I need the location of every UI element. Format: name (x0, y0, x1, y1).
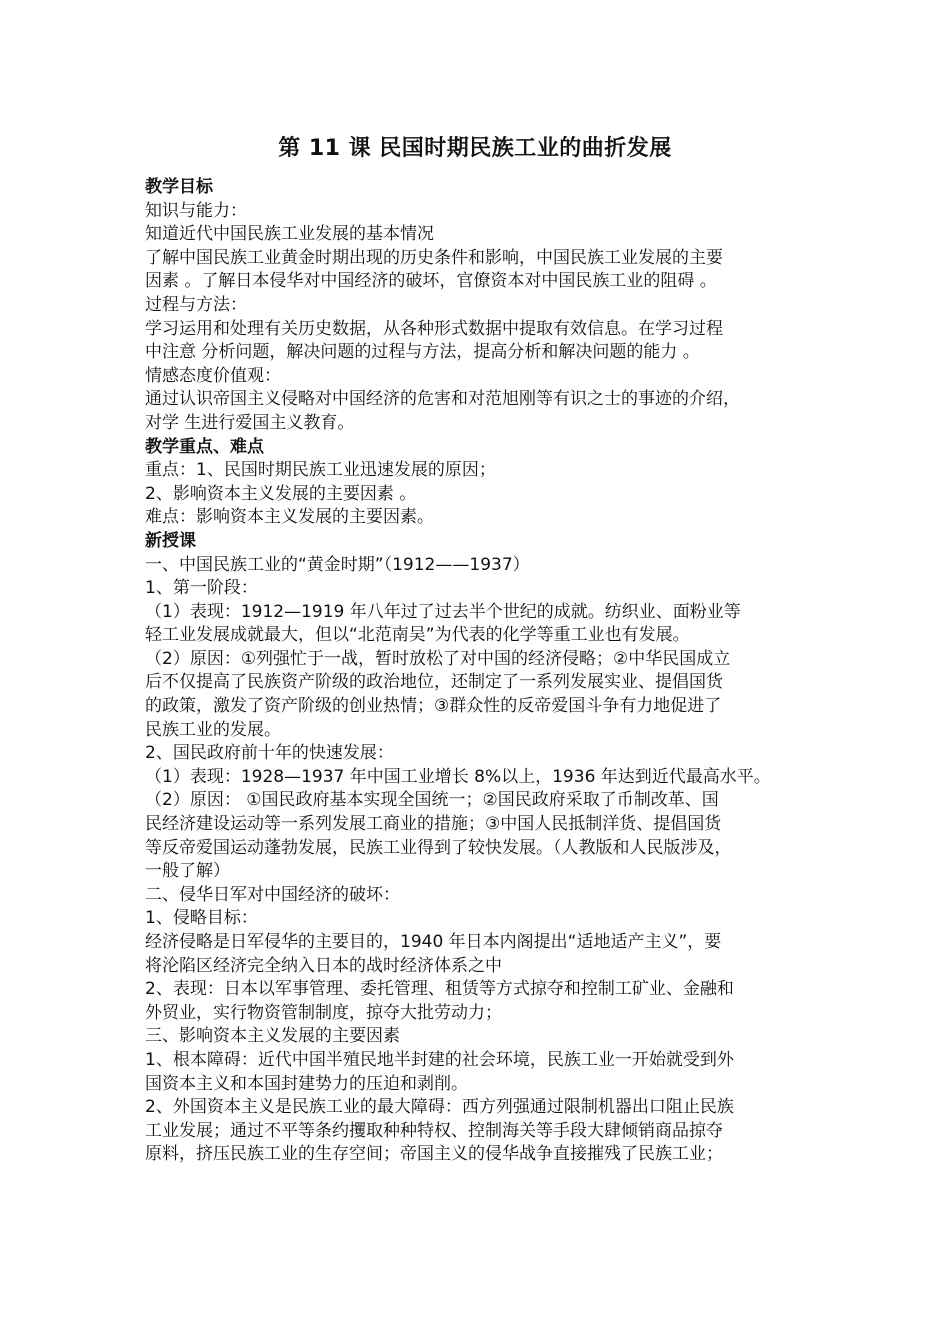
text-line: 2、国民政府前十年的快速发展： (145, 743, 394, 764)
text-line: 情感态度价值观： (145, 365, 281, 386)
document-body (145, 176, 825, 1167)
text-line: 1、第一阶段： (145, 578, 258, 599)
text-line: 对学 生进行爱国主义教育。 (145, 412, 355, 433)
text-line: 1、根本障碍：近代中国半殖民地半封建的社会环境，民族工业一开始就受到外 (145, 1049, 734, 1070)
text-line: 1、侵略目标： (145, 908, 258, 929)
text-line: （2）原因： ①国民政府基本实现全国统一；②国民政府采取了币制改革、国 (145, 790, 719, 811)
text-line: 民族工业的发展。 (145, 719, 281, 740)
text-line: 知识与能力： (145, 200, 247, 221)
text-line: （1）表现：1928—1937 年中国工业增长 8%以上，1936 年达到近代最高水平。 (145, 766, 771, 787)
text-line: 后不仅提高了民族资产阶级的政治地位，还制定了一系列发展实业、提倡国货 (145, 672, 723, 693)
text-line: （2）原因：①列强忙于一战，暂时放松了对中国的经济侵略；②中华民国成立 (145, 648, 731, 669)
section-heading: 教学重点、难点 (145, 436, 264, 457)
text-line: 2、影响资本主义发展的主要因素 。 (145, 483, 417, 504)
text-line: 通过认识帝国主义侵略对中国经济的危害和对范旭刚等有识之士的事迹的介绍， (145, 389, 740, 410)
text-line: （1）表现：1912—1919 年八年过了过去半个世纪的成就。纺织业、面粉业等 (145, 601, 741, 622)
text-line: 二、侵华日军对中国经济的破坏： (145, 884, 400, 905)
text-line: 三、影响资本主义发展的主要因素 (145, 1026, 400, 1047)
text-line: 过程与方法： (145, 294, 247, 315)
text-line: 的政策，激发了资产阶级的创业热情；③群众性的反帝爱国斗争有力地促进了 (145, 696, 722, 717)
text-line: 中注意 分析问题，解决问题的过程与方法，提高分析和解决问题的能力 。 (145, 342, 700, 363)
text-line: 知道近代中国民族工业发展的基本情况 (145, 224, 434, 245)
text-line: 将沦陷区经济完全纳入日本的战时经济体系之中 (145, 955, 502, 976)
text-line: 2、外国资本主义是民族工业的最大障碍：西方列强通过限制机器出口阻止民族 (145, 1097, 734, 1118)
text-line: 轻工业发展成就最大，但以“北范南吴”为代表的化学等重工业也有发展。 (145, 625, 690, 646)
section-heading: 新授课 (145, 530, 196, 551)
text-line: 重点：1、民国时期民族工业迅速发展的原因； (145, 460, 496, 481)
text-line: 难点：影响资本主义发展的主要因素。 (145, 507, 434, 528)
text-line: 工业发展；通过不平等条约攫取种种特权、控制海关等手段大肆倾销商品掠夺 (145, 1120, 723, 1141)
section-heading: 教学目标 (145, 177, 213, 197)
text-line: 一、中国民族工业的“黄金时期”（1912——1937） (145, 554, 530, 575)
text-line: 了解中国民族工业黄金时期出现的历史条件和影响，中国民族工业发展的主要 (145, 247, 723, 268)
text-line: 经济侵略是日军侵华的主要目的，1940 年日本内阁提出“适地适产主义”，要 (145, 932, 722, 952)
text-line: 原料，挤压民族工业的生存空间；帝国主义的侵华战争直接摧残了民族工业； (145, 1144, 723, 1165)
text-line: 2、表现：日本以军事管理、委托管理、租赁等方式掠夺和控制工矿业、金融和 (145, 979, 734, 1000)
text-line: 学习运用和处理有关历史数据，从各种形式数据中提取有效信息。在学习过程 (145, 318, 723, 339)
text-line: 等反帝爱国运动蓬勃发展，民族工业得到了较快发展。（人教版和人民版涉及， (145, 837, 732, 858)
text-line: 因素 。了解日本侵华对中国经济的破坏，官僚资本对中国民族工业的阻碍 。 (145, 271, 717, 292)
text-line: 外贸业，实行物资管制制度，掠夺大批劳动力； (145, 1002, 502, 1023)
text-line: 民经济建设运动等一系列发展工商业的措施；③中国人民抵制洋货、提倡国货 (145, 814, 722, 835)
text-line: 国资本主义和本国封建势力的压迫和剥削。 (145, 1073, 468, 1094)
document-title: 第 11 课 民国时期民族工业的曲折发展 (278, 136, 672, 161)
text-line: 一般了解） (145, 861, 230, 882)
